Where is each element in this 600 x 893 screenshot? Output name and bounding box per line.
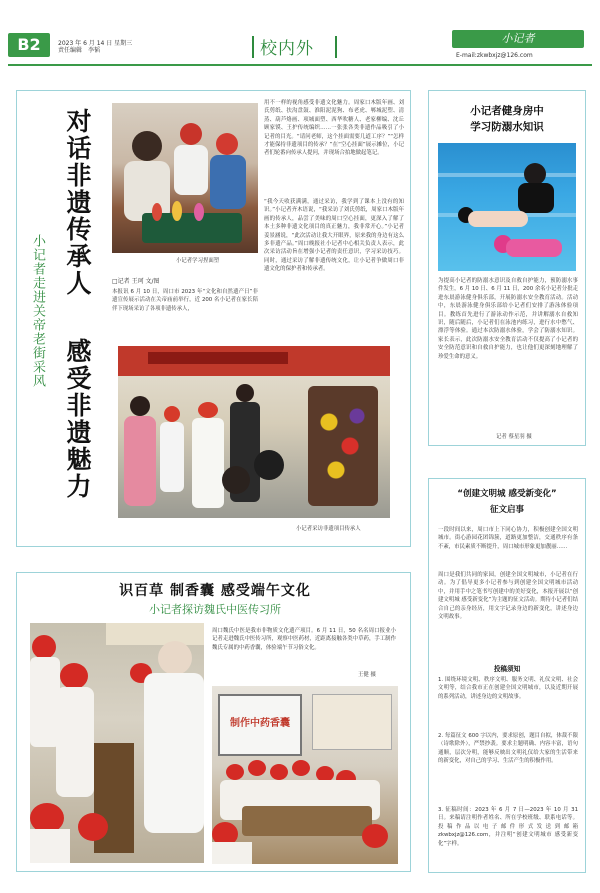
section-title: 校内外 xyxy=(260,39,314,59)
article3-byline: 记者 蔡星羽 摄 xyxy=(496,434,532,440)
photo-sachet-making xyxy=(212,686,398,864)
photo-swimming-pool xyxy=(438,143,576,271)
contact-email: E-mail:zkwbxjz@126.com xyxy=(456,52,533,59)
notice-title: 投稿须知 xyxy=(493,665,521,673)
article2-byline: 王健 摄 xyxy=(358,672,376,678)
article1-title-line2: 感受非遗魅力 xyxy=(63,338,92,500)
article2-subtitle: 小记者探访魏氏中医传习所 xyxy=(149,603,281,616)
article3-title-line1: 小记者健身房中 xyxy=(470,105,544,117)
page-number-badge: B2 xyxy=(8,33,50,57)
article4-title2: 征文启事 xyxy=(489,505,524,515)
article1-body-col1: 用不一样的视角感受非遗文化魅力。周家口木版年画、刘氏剪纸、扶沟盘鼓、淮阳泥泥狗、布老虎、郸城泥塑、清蒸、葫芦烙画、项城面塑、西华吹糖人、老家柳编、沈丘顾家馍、王护传统编织……一张张各类非遗作品吸引了小记者的目光。“请问老师，这个挂面需要几道工序？”“怎样才能保持非遗项目的传承？”在“空心挂面”展示摊位，小记者们轮番向传承人提问，并现场合拍地做起笔记。 xyxy=(264,100,404,157)
section-bar-right xyxy=(335,36,337,58)
article1-subtitle: 小记者走进关帝老街采风 xyxy=(30,234,45,388)
photo-dough-sculpture xyxy=(112,103,258,253)
brand-banner: 小记者 xyxy=(452,30,584,48)
photo-interview-heritage xyxy=(118,346,390,518)
article1-body-col2: “我今天收获满满，通过采访，我学到了课本上没有的知识。”小记者齐木语说，“我采访了刘氏剪纸，周家口木版年画的传承人，品尝了美味的周口空心挂面，更深入了解了本土多种非遗文化项目的真正魅力，我非常开心。”小记者姜景涵说，“此次活动让我大开眼界，原来我的身边有这么多非遗产品。”周口晚报社小记者中心相关负责人表示，此次采访活动旨在增强小记者的责任意识，学习采访技巧。同时，通过采访了解非遗传统文化，让小记者争做周口非遗文化的保护者和传承者。 xyxy=(264,199,404,273)
notice-item-2: 2. 每篇征文 600 字以内，要求原创，题目自拟，体裁不限（诗歌除外），严禁抄袭。要求主题明确、内容丰富，语句通顺，层次分明，能够反映出文明礼仪给大家的生活带来的新变化，对自己的学习、生活产生的积极作用。 xyxy=(438,733,578,765)
article4-intro: 一段时间以来，周口市上下同心协力，积极创建全国文明城市。街心游园花团锦簇，道路更加整洁，交通秩序有条不紊，市民素质不断提升，周口城市形象更加靓丽…… xyxy=(438,527,578,550)
section-bar-left xyxy=(252,36,254,58)
article2-title: 识百草 制香囊 感受端午文化 xyxy=(119,583,311,599)
article3-title-line2: 学习防溺水知识 xyxy=(470,121,544,133)
photo-herb-learning xyxy=(30,623,204,863)
article1-lead: 本报讯 6 月 10 日，周口市 2023 年“文化和自然遗产日”非遗宣传展示活动在关帝庙前举行，近 200 名小记者在家长陪伴下现场采访了各项非遗传承人， xyxy=(112,289,258,312)
masthead-rule xyxy=(8,64,592,66)
dateline xyxy=(58,40,132,54)
article1-byline: □记者 王珂 文/图 xyxy=(112,278,160,285)
date-text: 2023 年 6 月 14 日 星期三 xyxy=(58,40,133,47)
photo1-caption: 小记者学习捏面塑 xyxy=(176,258,220,264)
board-text: 制作中药香囊 xyxy=(230,718,290,729)
photo2-caption: 小记者采访非遗项目传承人 xyxy=(296,526,361,532)
article3-body: 为提高小记者的防溺水意识及自救自护能力，预防溺水事件发生，6 月 10 日、6 月 11 日，200 余名小记者分批走进东晨游泳健身俱乐部，开展防溺水安全教育活动。活动中，东晨游泳健身俱乐部给小记者们安排了游泳体验项目。教练首先进行了游泳动作示范，并讲解溺水自救知识，随后随后，小记者们在泳池内练习，进行水中憋气、漂浮等体验。通过本次防溺水体验，学会了防溺水知识。家长表示，此次防溺水安全教育活动不仅提高了小记者的安全防范意识和自救自护能力，也让他们更深刻地理解了珍爱生命的意义。 xyxy=(438,278,578,360)
notice-item-3: 3. 征稿时间：2023 年 6 月 7 日—2023 年 10 月 31 日。来稿请注明作者姓名、所在学校班级、联系电话等。投稿作品以电子邮件形式发送到邮箱 zkwbxjz@126.com，并注明“创建文明城市 感受新变化”字样。 xyxy=(438,807,578,847)
article4-body: 周口是我们共同的家园，创建全国文明城市，小记者在行动。为了倡导更多小记者参与到创建全国文明城市活动中，并用手中之笔书写创建中的美好变化，本报开展以“创建文明城 感受新变化”为主题的征文活动。期待小记者们结合自己的亲身经历，用文字记录身边的新变化，讲述身边文明故事。 xyxy=(438,572,578,621)
notice-item-1: 1. 围绕环境文明、秩序文明、服务文明、礼仪文明、社会文明等，结合我市正在创建全国文明城市，以及近期开展的系列活动，讲述身边的文明故事。 xyxy=(438,677,578,700)
editor-text: 责任编辑 李韬 xyxy=(58,47,101,54)
article2-body: 周口魏氏中医是我市非物质文化遗产项目。6 月 11 日，50 名名周口报业小记者走进魏氏中医传习所，观察中医药材，近距离接触各类中草药，手工制作魏氏专属的中药香囊，体验端午节习俗文化。 xyxy=(212,628,396,651)
article1-title-line1: 对话非遗传承人 xyxy=(63,108,92,297)
article4-title: “创建文明城 感受新变化” xyxy=(457,489,557,499)
